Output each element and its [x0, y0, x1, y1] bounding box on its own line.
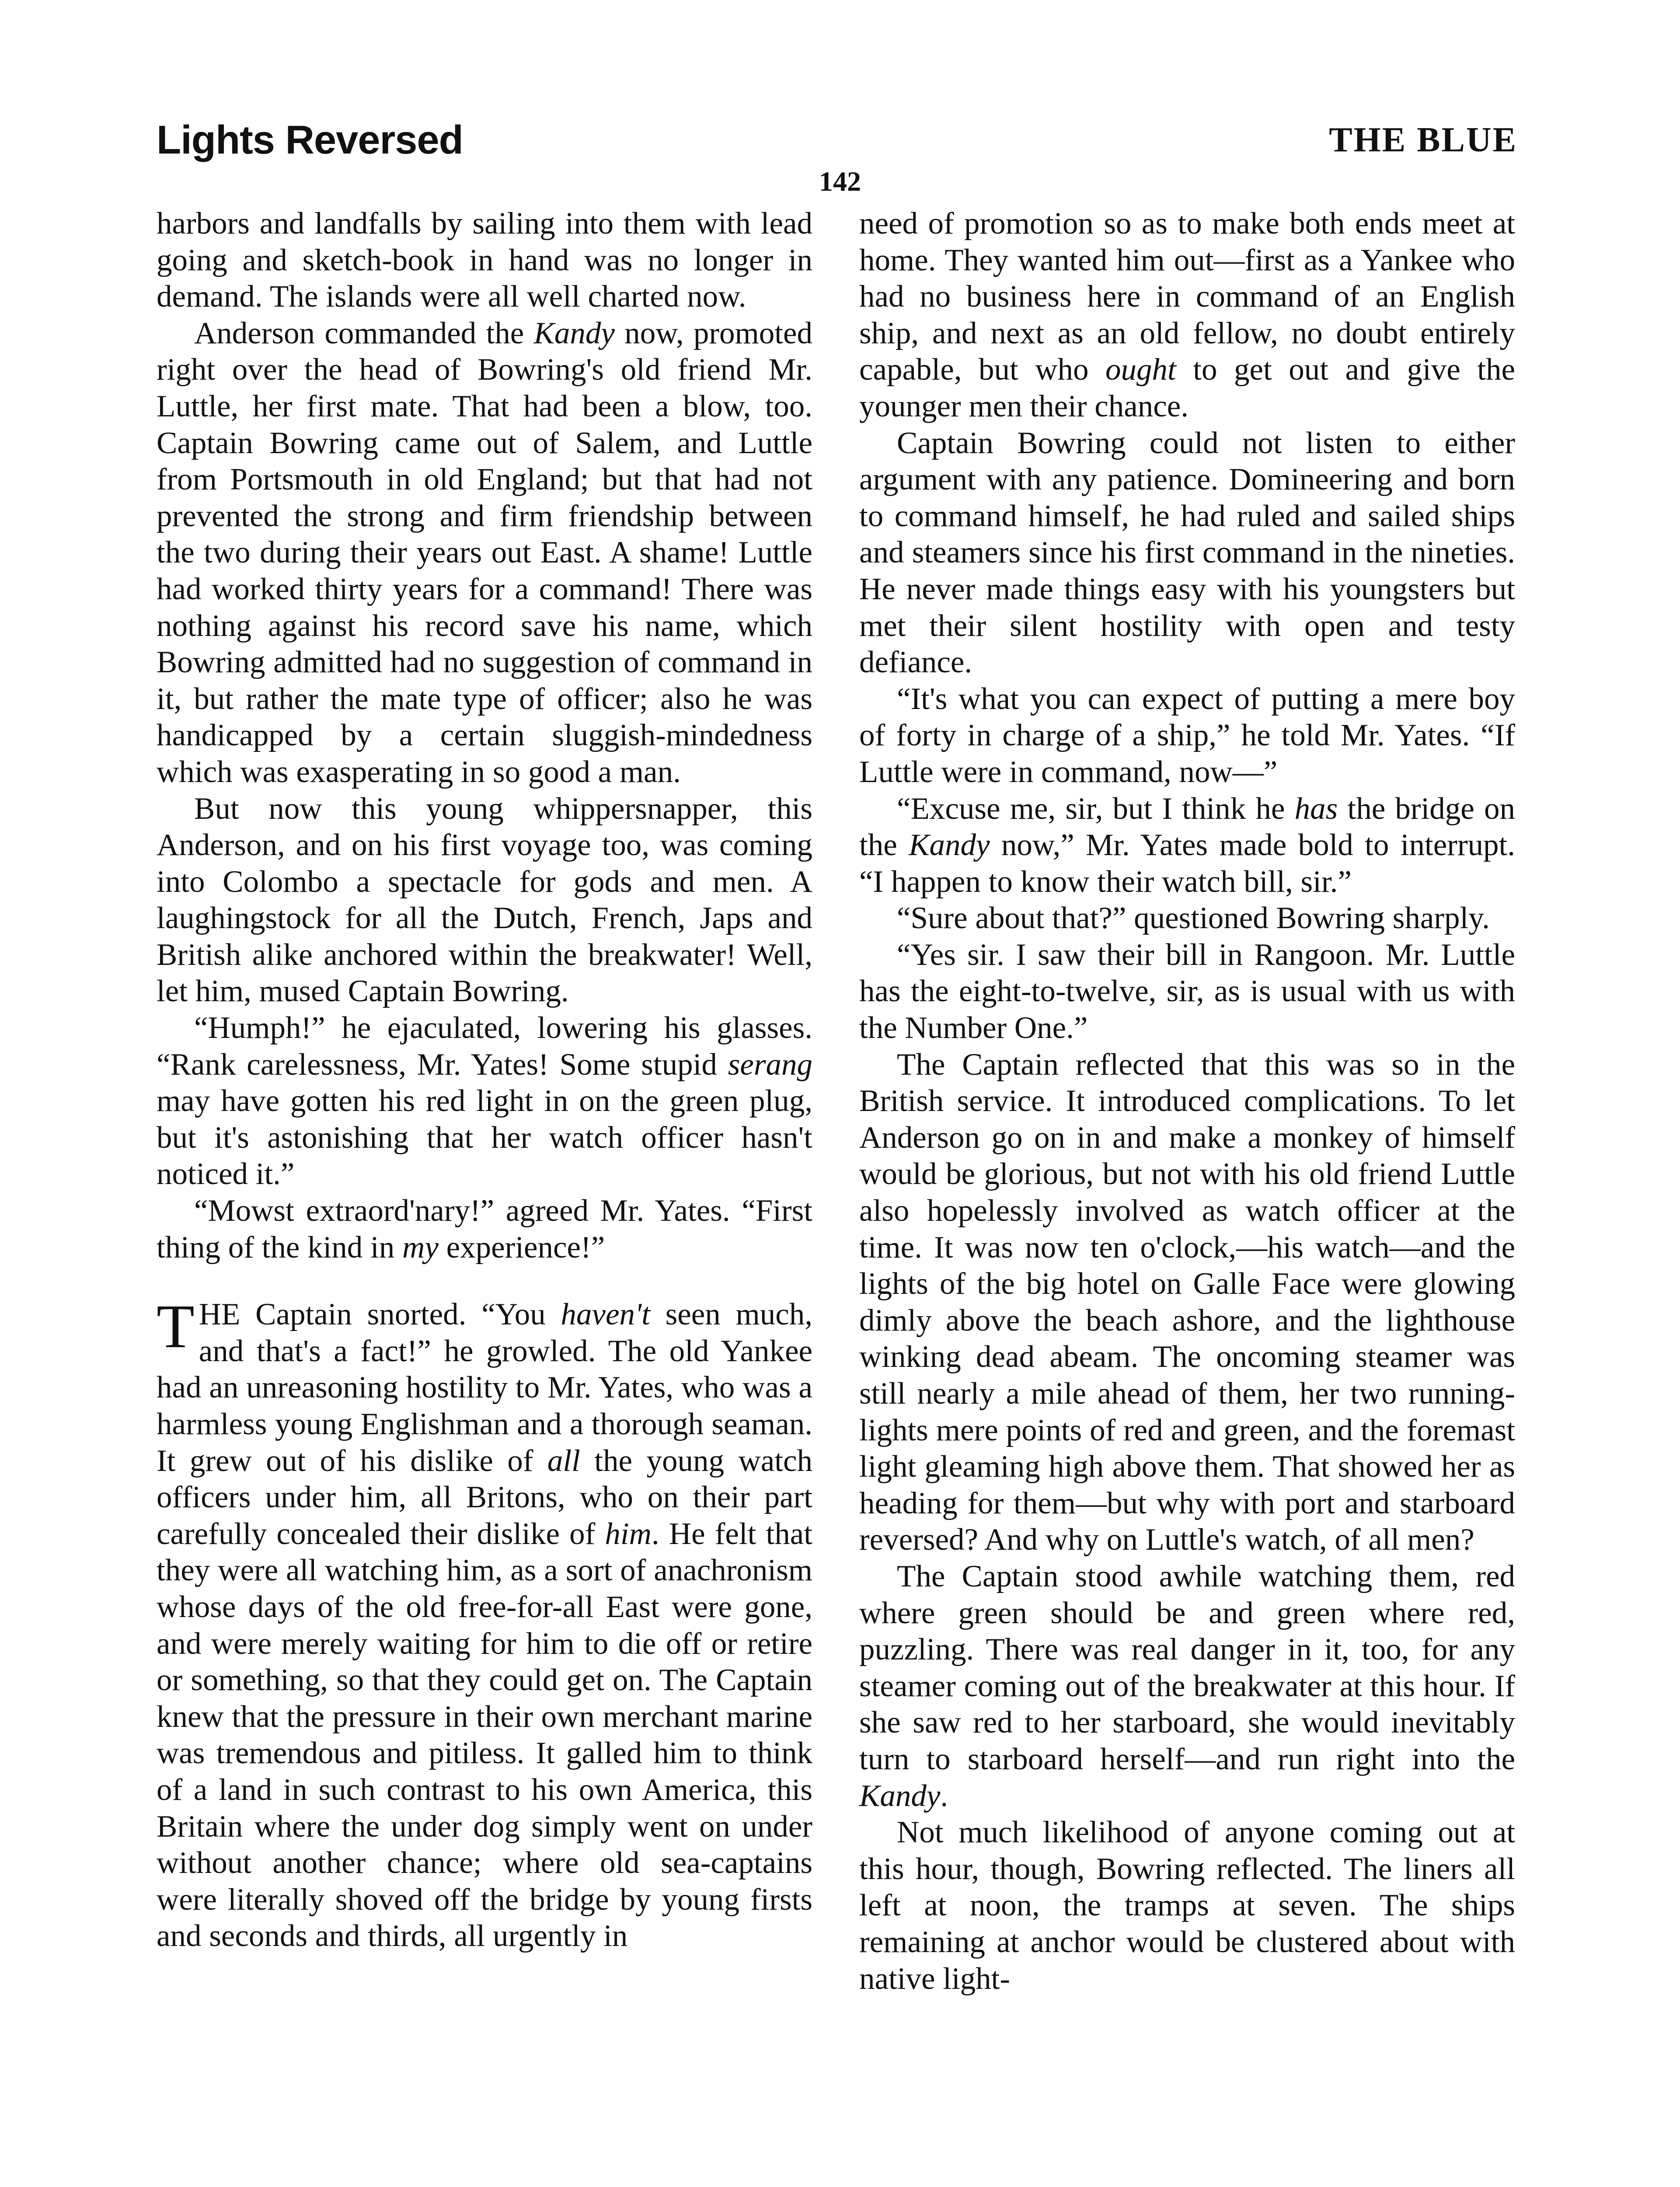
drop-cap: T [157, 1292, 195, 1361]
paragraph: Not much likelihood of anyone coming out at this hour, though, Bowring reflected. The liners all left at noon, the tramps at seven. The ships remaining at anchor would be clustered about with native light- [859, 1815, 1515, 1996]
paragraph: “Mowst extraord'nary!” agreed Mr. Yates. “First thing of the kind in my experience!” [157, 1194, 812, 1265]
paragraph: “It's what you can expect of putting a mere boy of forty in charge of a ship,” he told Mr. Yates. “If Luttle were in command, now—” [859, 681, 1515, 789]
left-column [157, 206, 812, 1955]
story-title: Lights Reversed [157, 118, 463, 162]
page-number: 142 [819, 166, 861, 197]
section-paragraph: THE Captain snorted. “You haven't seen much, and that's a fact!” he growled. The old Yankee had an unreasoning hostility to Mr. Yates, who was a harmless young Englishman and a thorough seaman. It grew out of his dislike of all the young watch officers under him, all Britons, who on their part carefully concealed their dislike of him. He felt that they were all watching him, as a sort of anachronism whose days of the old free-for-all East were gone, and were merely waiting for him to die off or retire or something, so that they could get on. The Captain knew that the pressure in their own merchant marine was tremendous and pitiless. It galled him to think of a land in such contrast to his own America, this Britain where the under dog simply went on under without another chance; where old sea-captains were literally shoved off the bridge by young firsts and seconds and thirds, all urgently in [157, 1292, 812, 1953]
magazine-name: THE BLUE [1329, 121, 1517, 159]
paragraph: Captain Bowring could not listen to either argument with any patience. Domineering and born to command himself, he had ruled and sailed ships and steamers since his first command in the nineties. He never made things easy with his youngsters but met their silent hostility with open and testy defiance. [859, 426, 1515, 680]
paragraph: “Yes sir. I saw their bill in Rangoon. Mr. Luttle has the eight-to-twelve, sir, as is usual with us with the Number One.” [859, 937, 1515, 1045]
paragraph: “Sure about that?” questioned Bowring sharply. [897, 901, 1490, 936]
right-column [859, 206, 1515, 1997]
paragraph: “Excuse me, sir, but I think he has the bridge on the Kandy now,” Mr. Yates made bold to interrupt. “I happen to know their watch bill, sir.” [859, 791, 1515, 899]
paragraph: harbors and landfalls by sailing into them with lead going and sketch-book in hand was no longer in demand. The islands were all well charted now. [157, 206, 812, 314]
paragraph: The Captain stood awhile watching them, red where green should be and green where red, puzzling. There was real danger in it, too, for any steamer coming out of the breakwater at this hour. If she saw red to her starboard, she would inevitably turn to starboard herself—and run right into the Kandy. [859, 1559, 1515, 1813]
paragraph: need of promotion so as to make both ends meet at home. They wanted him out—first as a Yankee who had no business here in command of an English ship, and next as an old fellow, no doubt entirely capable, but who ought to get out and give the younger men their chance. [859, 206, 1515, 423]
paragraph: “Humph!” he ejaculated, lowering his glasses. “Rank carelessness, Mr. Yates! Some stupid serang may have gotten his red light in on the green plug, but it's astonishing that her watch officer hasn't noticed it.” [157, 1011, 812, 1191]
paragraph: Anderson commanded the Kandy now, promoted right over the head of Bowring's old friend Mr. Luttle, her first mate. That had been a blow, too. Captain Bowring came out of Salem, and Luttle from Portsmouth in old England; but that had not prevented the strong and firm friendship between the two during their years out East. A shame! Luttle had worked thirty years for a command! There was nothing against his record save his name, which Bowring admitted had no suggestion of command in it, but rather the mate type of officer; also he was handicapped by a certain sluggish-mindedness which was exasperating in so good a man. [157, 316, 812, 789]
paragraph: The Captain reflected that this was so in the British service. It introduced complications. To let Anderson go on in and make a monkey of himself would be glorious, but not with his old friend Luttle also hopelessly involved as watch officer at the time. It was now ten o'clock,—his watch—and the lights of the big hotel on Galle Face were glowing dimly above the beach ashore, and the lighthouse winking dead abeam. The oncoming steamer was still nearly a mile ahead of them, her two running-lights mere points of red and green, and the foremast light gleaming high above them. That showed her as heading for them—but why with port and starboard reversed? And why on Luttle's watch, of all men? [859, 1047, 1515, 1557]
paragraph: But now this young whippersnapper, this Anderson, and on his first voyage too, was coming into Colombo a spectacle for gods and men. A laughingstock for all the Dutch, French, Japs and British alike anchored within the breakwater! Well, let him, mused Captain Bowring. [157, 791, 812, 1009]
